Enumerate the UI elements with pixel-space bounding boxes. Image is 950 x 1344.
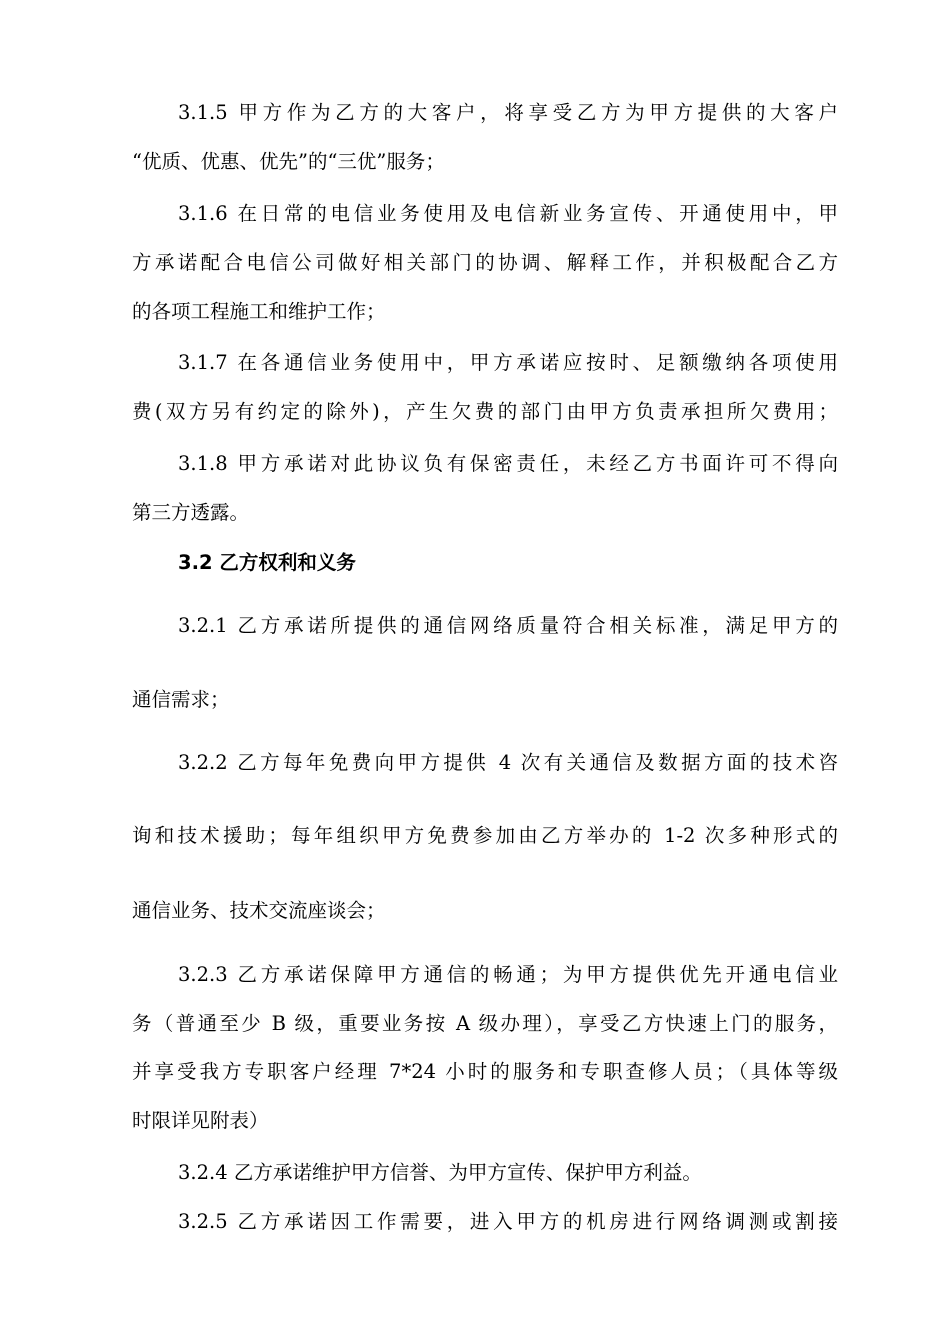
section-heading-3-2: 3.2 乙方权利和义务 <box>178 551 356 574</box>
clause-3-2-4-line-1: 3.2.4 乙方承诺维护甲方信誉、为甲方宣传、保护甲方利益。 <box>178 1161 702 1184</box>
clause-3-2-1-line-1: 3.2.1 乙方承诺所提供的通信网络质量符合相关标准，满足甲方的 <box>178 614 838 637</box>
clause-3-1-7-line-1: 3.1.7 在各通信业务使用中，甲方承诺应按时、足额缴纳各项使用 <box>178 351 838 374</box>
clause-3-1-5-line-1: 3.1.5 甲方作为乙方的大客户，将享受乙方为甲方提供的大客户 <box>178 101 838 124</box>
clause-3-2-5-line-1: 3.2.5 乙方承诺因工作需要，进入甲方的机房进行网络调测或割接 <box>178 1210 838 1233</box>
clause-3-2-3-line-4: 时限详见附表） <box>132 1109 269 1132</box>
clause-3-2-3-line-2: 务（普通至少 B 级，重要业务按 A 级办理），享受乙方快速上门的服务， <box>132 1012 838 1035</box>
clause-3-1-6-line-1: 3.1.6 在日常的电信业务使用及电信新业务宣传、开通使用中，甲 <box>178 202 838 225</box>
clause-3-1-7-line-2: 费(双方另有约定的除外)，产生欠费的部门由甲方负责承担所欠费用； <box>132 400 838 423</box>
clause-3-1-6-line-2: 方承诺配合电信公司做好相关部门的协调、解释工作，并积极配合乙方 <box>132 251 838 274</box>
clause-3-2-3-line-3: 并享受我方专职客户经理 7*24 小时的服务和专职查修人员；（具体等级 <box>132 1060 838 1083</box>
clause-3-1-6-line-3: 的各项工程施工和维护工作； <box>132 300 386 323</box>
clause-3-1-8-line-1: 3.1.8 甲方承诺对此协议负有保密责任，未经乙方书面许可不得向 <box>178 452 838 475</box>
clause-3-2-2-line-1: 3.2.2 乙方每年免费向甲方提供 4 次有关通信及数据方面的技术咨 <box>178 751 838 774</box>
clause-3-2-2-line-2: 询和技术援助；每年组织甲方免费参加由乙方举办的 1-2 次多种形式的 <box>132 824 838 847</box>
clause-3-2-2-line-3: 通信业务、技术交流座谈会； <box>132 899 386 922</box>
clause-3-2-3-line-1: 3.2.3 乙方承诺保障甲方通信的畅通；为甲方提供优先开通电信业 <box>178 963 838 986</box>
clause-3-2-1-line-2: 通信需求； <box>132 688 230 711</box>
clause-3-1-5-line-2: “优质、优惠、优先”的“三优”服务； <box>132 150 445 173</box>
clause-3-1-8-line-2: 第三方透露。 <box>132 501 250 524</box>
